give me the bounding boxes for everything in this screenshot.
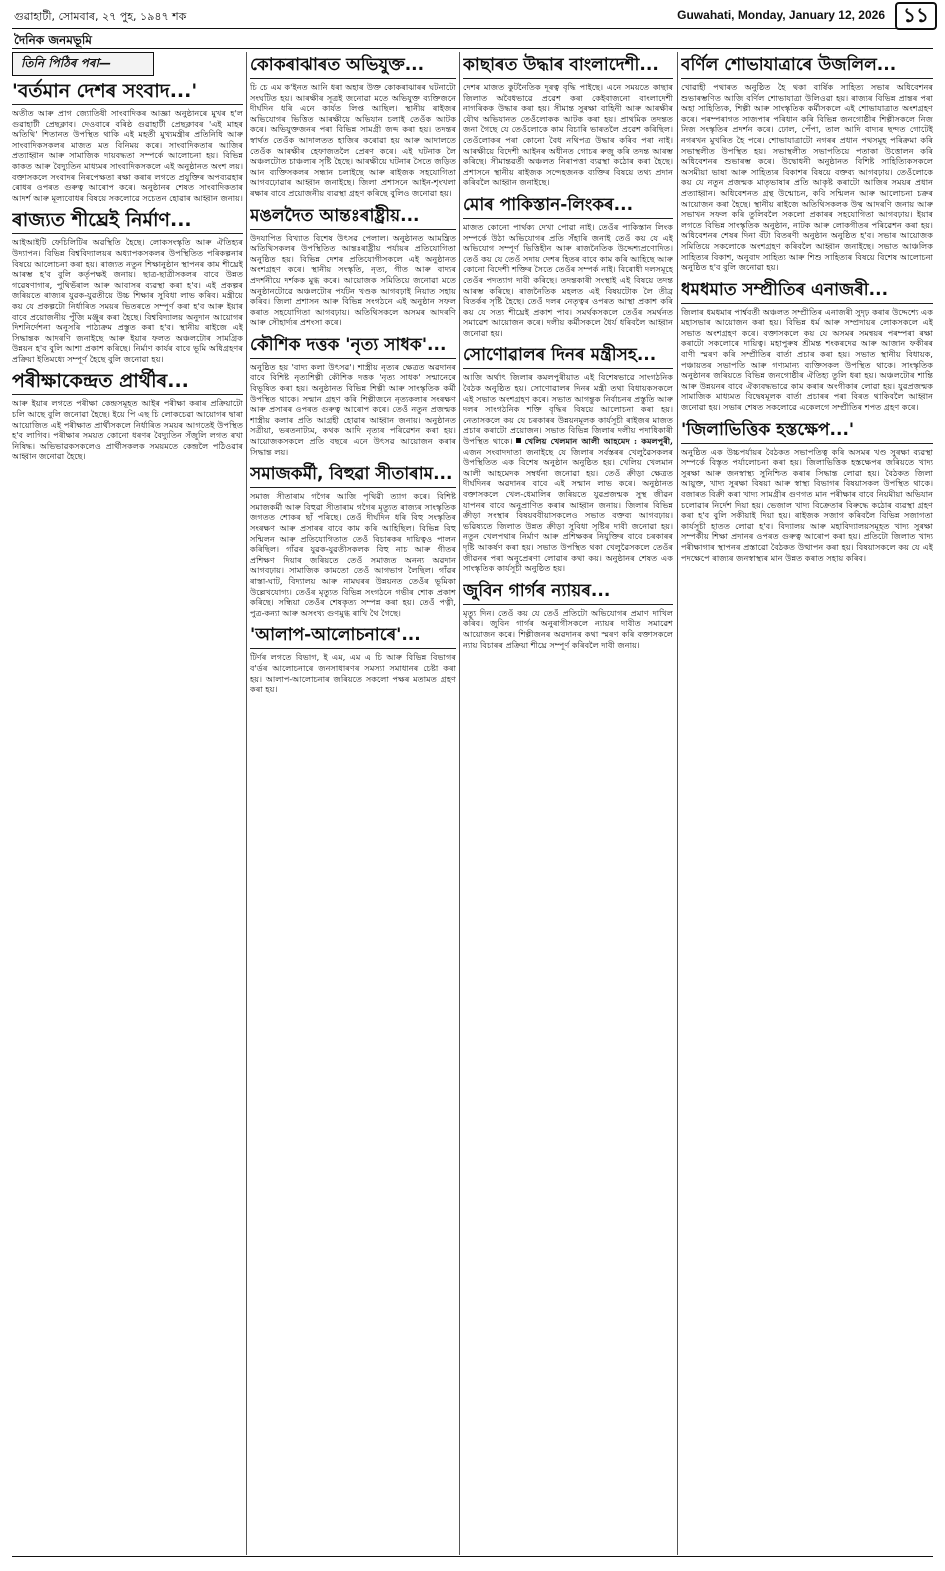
article-heading: কৌশিক দত্তক 'নৃত্য সাধক'... <box>250 334 456 359</box>
column-2 <box>250 52 456 1555</box>
article-pakistan <box>463 194 673 339</box>
column-divider <box>459 52 460 1555</box>
date-assamese: গুৱাহাটী, সোমবাৰ, ২৭ পুহ, ১৯৪৭ শক <box>14 10 187 23</box>
masthead-rule <box>12 28 933 29</box>
page-number: ১১ <box>895 2 937 30</box>
article-body: আইআইটি ফেচিলিটিৰ অৱস্থিতি হৈছে। লোকসংস্কৃতি আৰু ঐতিহ্যৰ উদ্যাপন। বিভিন্ন বিশ্ববিদ্যালয়ৰ অধ্যাপকসকলৰ উপস্থিতিত পৰিকল্পনাৰ বিষয়ে আলোচনা কৰা হয়। ৰাজ্যত নতুন শিক্ষানুষ্ঠান স্থাপনৰ কাম শীঘ্ৰেই আৰম্ভ হ'ব বুলি কৰ্তৃপক্ষই জনায়। ছাত্ৰ-ছাত্ৰীসকলৰ বাবে উন্নত গৱেষণাগাৰ, পুথিভঁৰাল আৰু আবাসৰ ব্যৱস্থা কৰা হ'ব। এই প্ৰকল্পৰ জৰিয়তে ৰাজ্যৰ যুৱক-যুৱতীয়ে উচ্চ শিক্ষাৰ সুবিধা লাভ কৰিব। মন্ত্ৰীয়ে কয় যে প্ৰকল্পটো নিৰ্ধাৰিত সময়ৰ ভিতৰতে সম্পূৰ্ণ কৰা হ'ব আৰু ইয়াৰ বাবে প্ৰয়োজনীয় পুঁজি মঞ্জুৰ কৰা হৈছে। বিশ্ববিদ্যালয় অনুদান আয়োগৰ দিশনিৰ্দেশনা অনুসৰি পাঠ্যক্ৰম প্ৰস্তুত কৰা হ'ব। স্থানীয় ৰাইজে এই সিদ্ধান্তক আদৰণি জনাইছে আৰু ইয়াৰ ফলত অঞ্চলটোৰ সামগ্ৰিক উন্নয়ন হ'ব বুলি আশা প্ৰকাশ কৰিছে। নিৰ্মাণ কাৰ্যৰ বাবে ভূমি অধিগ্ৰহণৰ প্ৰক্ৰিয়া ইতিমধ্যে সম্পূৰ্ণ হৈছে বুলি জনোৱা হয়। <box>12 237 243 364</box>
column-1 <box>12 52 243 1555</box>
article-koushik <box>250 334 456 457</box>
article-heading: ৰাজ্যত শীঘ্ৰেই নিৰ্মাণ... <box>12 209 243 234</box>
date-english: Guwahati, Monday, January 12, 2026 <box>677 8 885 22</box>
article-lead: খেলিয় খেলমান আলী আহমেদ : কমলপুৰী, <box>524 436 673 447</box>
article-body: মৃত্যু দিন। তেওঁ কয় যে তেওঁ প্ৰতিটো অভিযোগৰ প্ৰমাণ দাখিল কৰিব। জুবিন গাৰ্গৰ অনুৰাগীসকলে ন্যায়ৰ দাবীত সমাৱেশ আয়োজন কৰে। শিল্পীজনৰ অৱদানৰ কথা স্মৰণ কৰি বক্তাসকলে ন্যায় বিচাৰৰ প্ৰক্ৰিয়া শীঘ্ৰে সম্পূৰ্ণ কৰিবলৈ দাবী জনায়। <box>463 607 673 650</box>
article-body: জিলাৰ ধমধমাৰ পাৰ্শ্ববৰ্তী অঞ্চলত সম্প্ৰীতিৰ এনাজৰী সুদৃঢ় কৰাৰ উদ্দেশ্যে এক মহাসভাৰ আয়োজন কৰা হয়। বিভিন্ন ধৰ্ম আৰু সম্প্ৰদায়ৰ লোকসকলে এই সভাত অংশগ্ৰহণ কৰে। বক্তাসকলে কয় যে অসমৰ সমন্বয়ৰ পৰম্পৰা ৰক্ষা কৰাটো সকলোৰে দায়িত্ব। মহাপুৰুষ শ্ৰীমন্ত শংকৰদেৱ আৰু আজান ফকীৰৰ বাণী স্মৰণ কৰি সম্প্ৰীতিৰ বাৰ্তা প্ৰচাৰ কৰা হয়। সভাত স্থানীয় বিধায়ক, পঞ্চায়তৰ সভাপতি আৰু গণ্যমান্য ব্যক্তিসকল উপস্থিত থাকে। সাংস্কৃতিক অনুষ্ঠানৰ জৰিয়তে বিভিন্ন জনগোষ্ঠীৰ ঐতিহ্য তুলি ধৰা হয়। অঞ্চলটোৰ শান্তি আৰু উন্নয়নৰ বাবে ঐক্যবদ্ধভাৱে কাম কৰাৰ অংগীকাৰ লোৱা হয়। যুৱপ্ৰজন্মক সামাজিক মাধ্যমত বিদ্বেষমূলক বাৰ্তা প্ৰচাৰৰ পৰা বিৰত থাকিবলৈ আহ্বান জনোৱা হয়। সভাৰ শেষত সকলোৱে একেলগে সম্প্ৰীতিৰ শপত গ্ৰহণ কৰে। <box>681 306 933 413</box>
column-divider <box>677 52 678 1555</box>
article-heading: 'জিলাভিত্তিক হস্তক্ষেপ...' <box>681 419 933 444</box>
article-bartaman <box>12 80 243 203</box>
article-body: অনুষ্ঠিত হয় 'বাদ্য কলা উৎসৱ'। শাস্ত্ৰীয় নৃত্যৰ ক্ষেত্ৰত অৱদানৰ বাবে বিশিষ্ট নৃত্যশিল্পী কৌশিক দত্তক 'নৃত্য সাধক' সন্মানেৰে বিভূষিত কৰা হয়। অনুষ্ঠানত বিভিন্ন শিল্পী আৰু সাংস্কৃতিক কৰ্মী উপস্থিত থাকে। সন্মান গ্ৰহণ কৰি শিল্পীজনে নৃত্যকলাৰ সংৰক্ষণ আৰু প্ৰসাৰৰ ওপৰত গুৰুত্ব আৰোপ কৰে। তেওঁ নতুন প্ৰজন্মক শাস্ত্ৰীয় কলাৰ প্ৰতি আগ্ৰহী হোৱাৰ আহ্বান জনায়। অনুষ্ঠানত সত্ৰীয়া, ভৰতনাট্যম, কথক আদি নৃত্যৰ পৰিৱেশন কৰা হয়। আয়োজকসকলে প্ৰতি বছৰে এনে উৎসৱ আয়োজন কৰাৰ সিদ্ধান্ত লয়। <box>250 361 456 457</box>
article-body <box>463 372 673 573</box>
article-shobhajatra <box>681 54 933 273</box>
column-divider <box>246 52 247 1555</box>
article-kokrajhar <box>250 54 456 199</box>
article-zubeen <box>463 580 673 650</box>
article-body: অতীত আৰু প্ৰাগ জ্যোতিষী সাংবাদিকৰ আজ্ঞা অনুষ্ঠানৰে মুখৰ হ'ল গুৱাহাটী প্ৰেছক্লাব। দেওবাৰে বৰিষ্ঠ গুৱাহাটী প্ৰেছক্লাবৰ 'এই মাহৰ অতিথি' শিতানত উপস্থিত থাকি এই মহৰ্তী মুখ্যমন্ত্ৰীৰ প্ৰতিনিধি আৰু সাংবাদিকসকলৰ মাজত মত বিনিময় কৰে। সাংবাদিকতাৰ আজিৰ প্ৰত্যাহ্বান আৰু সামাজিক দায়বদ্ধতা সম্পৰ্কে আলোচনা হয়। বিভিন্ন কাকত আৰু বৈদ্যুতিন মাধ্যমৰ সাংবাদিকসকলে এই অনুষ্ঠানত অংশ লয়। বক্তাসকলে সংবাদৰ নিৰপেক্ষতা ৰক্ষা কৰাৰ লগতে প্ৰযুক্তিৰ অপব্যৱহাৰ ৰোধৰ ওপৰত গুৰুত্ব আৰোপ কৰে। অনুষ্ঠানৰ শেষত সাংবাদিকতাৰ আদৰ্শ আৰু মূল্যবোধৰ বিষয়ে সকলোৱে সচেতন হোৱাৰ আহ্বান জনায়। <box>12 108 243 203</box>
article-body-text: আজি অৰ্থাৎ জিলাৰ কমলপুৰীয়াত এই বিশেষভাৱে সাংগঠনিক বৈঠক অনুষ্ঠিত হয়। সোণোৱালৰ দিনৰ মন্ত্ৰী তথা বিধায়কসকলে এই সভাত অংশগ্ৰহণ কৰে। সভাত আগন্তুক নিৰ্বাচনৰ প্ৰস্তুতি আৰু দলৰ সাংগঠনিক শক্তি বৃদ্ধিৰ বিষয়ে আলোচনা কৰা হয়। নেতাসকলে কয় যে চৰকাৰৰ উন্নয়নমূলক কাৰ্যসূচী ৰাইজৰ মাজত প্ৰচাৰ কৰাটো প্ৰয়োজন। সভাত বিভিন্ন জিলাৰ দলীয় পদাধিকাৰী উপস্থিত থাকে। <box>463 372 673 447</box>
article-body: দেশৰ মাজত কুটনৈতিক দূৰত্ব বৃদ্ধি পাইছে। এনে সময়তে কাছাৰ জিলাত অবৈধভাৱে প্ৰৱেশ কৰা কেইবাজনো বাংলাদেশী নাগৰিকক উদ্ধাৰ কৰা হয়। সীমান্ত সুৰক্ষা বাহিনী আৰু আৰক্ষীৰ যৌথ অভিযানত তেওঁলোকক আটক কৰা হয়। প্ৰাথমিক তদন্তত জনা গৈছে যে তেওঁলোকে কাম বিচাৰি ভাৰতলৈ প্ৰৱেশ কৰিছিল। তেওঁলোকৰ পৰা কোনো বৈধ নথিপত্ৰ উদ্ধাৰ কৰিব পৰা নাই। আৰক্ষীয়ে বিদেশী আইনৰ অধীনত গোচৰ ৰুজু কৰি তদন্ত আৰম্ভ কৰিছে। সীমান্তৱৰ্তী অঞ্চলত নিৰাপত্তা ব্যৱস্থা কঠোৰ কৰা হৈছে। প্ৰশাসনে স্থানীয় ৰাইজক সন্দেহজনক ব্যক্তিৰ বিষয়ে তথ্য প্ৰদান কৰিবলৈ আহ্বান জনাইছে। <box>463 82 673 188</box>
column-4 <box>681 52 933 1555</box>
article-body: সমাজ সীতাৰাম গগৈৰ আজি পৃথিৱী ত্যাগ কৰে। বিশিষ্ট সমাজকৰ্মী আৰু বিহুৱা সীতাৰাম গগৈৰ মৃত্যুত ৰাজ্যৰ সাংস্কৃতিক জগতত শোকৰ ছাঁ পৰিছে। তেওঁ দীৰ্ঘদিন ধৰি বিহু সংস্কৃতিৰ সংৰক্ষণ আৰু প্ৰসাৰৰ বাবে কাম কৰি আহিছিল। বিভিন্ন বিহু সন্মিলন আৰু প্ৰতিযোগিতাত তেওঁ বিচাৰকৰ দায়িত্বও পালন কৰিছিল। গাঁৱৰ যুৱক-যুৱতীসকলক বিহু নাচ আৰু গীতৰ প্ৰশিক্ষণ দিয়াৰ জৰিয়তে তেওঁ সমাজত অনন্য অৱদান আগবঢ়ায়। সামাজিক কামতো তেওঁ আগভাগ লৈছিল। গাঁৱৰ ৰাস্তা-ঘাট, বিদ্যালয় আৰু নামঘৰৰ উন্নয়নত তেওঁৰ ভূমিকা উল্লেখযোগ্য। তেওঁৰ মৃত্যুত বিভিন্ন সংগঠনে গভীৰ শোক প্ৰকাশ কৰিছে। সন্ধিয়া তেওঁৰ শেষকৃত্য সম্পন্ন কৰা হয়। তেওঁ পত্নী, পুত্ৰ-কন্যা আৰু অসংখ্য গুণমুগ্ধ ৰাখি থৈ গৈছে। <box>250 491 456 618</box>
article-heading: কোকৰাঝাৰত অভিযুক্ত... <box>250 54 456 79</box>
article-heading: সোণোৱালৰ দিনৰ মন্ত্ৰীসহ... <box>463 344 673 369</box>
article-heading: বৰ্ণিল শোভাযাত্ৰাৰে উজলিল... <box>681 54 933 79</box>
article-body: আৰু ইয়াৰ লগতে পৰীক্ষা কেন্দ্ৰসমূহত আইৰ পৰীক্ষা কৰাৰ প্ৰক্ৰিয়াটো চলি আছে বুলি জনোৱা হৈছে। ইয়ে পি এছ চি লোকচেৱা আয়োগৰ দ্বাৰা আয়োজিত এই পৰীক্ষাত প্ৰাৰ্থীসকলে নিৰ্ধাৰিত সময়ৰ আগতেই উপস্থিত হ'ব লাগিব। পৰীক্ষাৰ সময়ত কোনো ধৰণৰ বৈদ্যুতিন সঁজুলি লগত ৰখা নিষিদ্ধ। অভিভাৱকসকলেও প্ৰাৰ্থীসকলক সময়মতে কেন্দ্ৰলৈ পঠিওৱাৰ আহ্বান জনোৱা হৈছে। <box>12 398 243 462</box>
article-heading: 'বৰ্তমান দেশৰ সংবাদ...' <box>12 80 243 105</box>
article-heading: 'আলাপ-আলোচনাৰে'... <box>250 624 456 649</box>
article-body: খোৱাহী পথাৰত অনুষ্ঠিত হৈ থকা বাৰ্ষিক সাহিত্য সভাৰ অধিবেশনৰ শুভাৰম্ভণিত আজি বৰ্ণিল শোভাযাত্ৰা উলিওৱা হয়। ৰাজ্যৰ বিভিন্ন প্ৰান্তৰ পৰা অহা সাহিত্যিক, শিল্পী আৰু সাংস্কৃতিক কৰ্মীসকলে এই শোভাযাত্ৰাত অংশগ্ৰহণ কৰে। পৰম্পৰাগত সাজপাৰ পৰিধান কৰি বিভিন্ন জনগোষ্ঠীৰ শিল্পীসকলে নিজ নিজ সংস্কৃতিৰ প্ৰদৰ্শন কৰে। ঢোল, পেঁপা, তাল আদি বাদ্যৰ ছন্দত গোটেই নগৰখন মুখৰিত হৈ পৰে। শোভাযাত্ৰাটো নগৰৰ প্ৰধান পথসমূহ পৰিক্ৰমা কৰি সভাস্থলীত উপস্থিত হয়। সভাস্থলীত সভাপতিয়ে পতাকা উত্তোলন কৰি অধিবেশনৰ শুভাৰম্ভ কৰে। উদ্বোধনী অনুষ্ঠানত বিশিষ্ট সাহিত্যিকসকলে অসমীয়া ভাষা আৰু সাহিত্যৰ বিকাশৰ বিষয়ে বক্তব্য আগবঢ়ায়। তেওঁলোকে কয় যে নতুন প্ৰজন্মক মাতৃভাষাৰ প্ৰতি আকৃষ্ট কৰাটো আজিৰ সময়ৰ প্ৰধান প্ৰত্যাহ্বান। অধিবেশনত গ্ৰন্থ উন্মোচন, কবি সন্মিলন আৰু আলোচনা চক্ৰৰ আয়োজন কৰা হৈছে। স্থানীয় ৰাইজে অতিথিসকলক উষ্ম আদৰণি জনায় আৰু সভাখন সফল কৰি তুলিবলৈ সকলো প্ৰকাৰৰ সহযোগিতা আগবঢ়ায়। ইয়াৰ লগতে বিভিন্ন সাংস্কৃতিক অনুষ্ঠান, নাটক আৰু লোকগীতৰ পৰিৱেশন কৰা হয়। অধিবেশনৰ শেষৰ দিনা বঁটা বিতৰণী অনুষ্ঠান অনুষ্ঠিত হ'ব। সভাৰ আয়োজক সমিতিয়ে সকলোকে অংশগ্ৰহণ কৰিবলৈ আহ্বান জনাইছে। সভাত আঞ্চলিক সাহিত্যৰ বিকাশ, অনুবাদ সাহিত্য আৰু শিশু সাহিত্যৰ বিষয়ে বিশেষ আলোচনা অনুষ্ঠিত হ'ব বুলি জনোৱা হয়। <box>681 82 933 273</box>
masthead <box>0 0 945 28</box>
bullet-square-icon <box>516 438 521 443</box>
article-body: টিৰ্ণৰ লগতে বিভাগ, ই এম, এম এ চি আৰু বিভিন্ন বিভাগৰ ব'ৰ্ডৰ আলোচনাৰে জনসাধাৰণৰ সমস্যা সমাধানৰ চেষ্টা কৰা হয়। আলাপ-আলোচনাৰ জৰিয়তে সকলো পক্ষৰ মতামত গ্ৰহণ কৰা হয়। <box>250 652 456 695</box>
newspaper-brand: দৈনিক জনমভূমি <box>14 33 92 47</box>
article-alap <box>250 624 456 694</box>
article-body: উদযাপিত বিখ্যাত বিশেষ উৎসৱ পেলাল। অনুষ্ঠানত আমন্ত্ৰিত অতিথিসকলৰ উপস্থিতিত আন্তঃৰাষ্ট্ৰীয় পৰ্যায়ৰ প্ৰতিযোগিতা অনুষ্ঠিত হয়। বিভিন্ন দেশৰ প্ৰতিযোগীসকলে এই অনুষ্ঠানত অংশগ্ৰহণ কৰে। স্থানীয় সংস্কৃতি, নৃত্য, গীত আৰু বাদ্যৰ প্ৰদৰ্শনীয়ে দৰ্শকক মুগ্ধ কৰে। আয়োজক সমিতিয়ে জনোৱা মতে অনুষ্ঠানটোৱে অঞ্চলটোৰ পৰ্যটন খণ্ডক আগবঢ়াই নিয়াত সহায় কৰিব। জিলা প্ৰশাসন আৰু বিভিন্ন সংগঠনে এই অনুষ্ঠান সফল কৰাত সহযোগিতা আগবঢ়ায়। অতিথিসকলে অসমৰ আদৰণি আৰু সৌহাৰ্দ্যৰ প্ৰশংসা কৰে। <box>250 232 456 328</box>
article-heading: মঙলদৈত আন্তঃৰাষ্ট্ৰীয়... <box>250 205 456 230</box>
article-heading: কাছাৰত উদ্ধাৰ বাংলাদেশী... <box>463 54 673 79</box>
article-jilabhittik <box>681 419 933 564</box>
article-body: মাজত কোনো পাৰ্থক্য দেখা পোৱা নাই। তেওঁৰ পাকিস্তান লিংক সম্পৰ্কে উঠা অভিযোগৰ প্ৰতি সঁহাৰি জনাই তেওঁ কয় যে এই অভিযোগ সম্পূৰ্ণ ভিত্তিহীন আৰু ৰাজনৈতিক উদ্দেশ্যপ্ৰণোদিত। তেওঁ কয় যে তেওঁ সদায় দেশৰ হিতৰ বাবে কাম কৰি আহিছে আৰু কোনো বিদেশী শক্তিৰ সৈতে তেওঁৰ সম্পৰ্ক নাই। বিৰোধী দলসমূহে তেওঁৰ পদত্যাগ দাবী কৰিছে। তদন্তকাৰী সংস্থাই এই বিষয়ে তদন্ত আৰম্ভ কৰিছে। ৰাজনৈতিক মহলত এই বিষয়টোক লৈ তীব্ৰ বিতৰ্কৰ সৃষ্টি হৈছে। তেওঁ দলৰ নেতৃত্বৰ ওপৰত আস্থা প্ৰকাশ কৰি কয় যে সত্য শীঘ্ৰেই প্ৰকাশ পাব। সমৰ্থকসকলে তেওঁৰ সমৰ্থনত সমাৱেশ আয়োজন কৰে। দলীয় কৰ্মীসকলে ধৈৰ্য ধৰিবলৈ আহ্বান জনোৱা হয়। <box>463 221 673 338</box>
article-body: অনুষ্ঠিত এক উচ্চপৰ্যায়ৰ বৈঠকত সভাপতিত্ব কৰি অসমৰ খণ্ড সুৰক্ষা ব্যৱস্থা সম্পৰ্কে বিস্তৃত পৰ্যালোচনা কৰা হয়। জিলাভিত্তিক হস্তক্ষেপৰ জৰিয়তে খাদ্য সুৰক্ষা আৰু জনস্বাস্থ্য সুনিশ্চিত কৰাৰ সিদ্ধান্ত লোৱা হয়। বৈঠকত জিলা আয়ুক্ত, খাদ্য সুৰক্ষা বিষয়া আৰু স্বাস্থ্য বিভাগৰ বিষয়াসকল উপস্থিত থাকে। বজাৰত বিক্ৰী কৰা খাদ্য সামগ্ৰীৰ গুণগত মান পৰীক্ষাৰ বাবে নিয়মীয়া অভিযান চলোৱাৰ নিৰ্দেশ দিয়া হয়। ভেজাল খাদ্য বিক্ৰেতাৰ বিৰুদ্ধে কঠোৰ ব্যৱস্থা গ্ৰহণ কৰা হ'ব বুলি সকীয়াই দিয়া হয়। ৰাইজক সজাগ কৰিবলৈ বিভিন্ন সজাগতা কাৰ্যসূচী হাতত লোৱা হ'ব। বিদ্যালয় আৰু মহাবিদ্যালয়সমূহত খাদ্য সুৰক্ষা সম্পৰ্কীয় শিক্ষা প্ৰদানৰ ওপৰত গুৰুত্ব আৰোপ কৰা হয়। প্ৰতিটো জিলাত খাদ্য পৰীক্ষাগাৰ স্থাপনৰ প্ৰস্তাৱো বৈঠকত উত্থাপন কৰা হয়। বিষয়াসকলে কয় যে এই পদক্ষেপে ৰাজ্যৰ জনস্বাস্থ্যৰ মান উন্নত কৰাত সহায় কৰিব। <box>681 446 933 563</box>
article-heading: মোৰ পাকিস্তান-লিংকৰ... <box>463 194 673 219</box>
article-mangaldoi <box>250 205 456 328</box>
article-rajyat <box>12 209 243 364</box>
article-cachar <box>463 54 673 188</box>
article-heading: সমাজকৰ্মী, বিহুৱা সীতাৰাম... <box>250 463 456 488</box>
article-samajkarmi <box>250 463 456 618</box>
continued-label: তিনি পিঠিৰ পৰা— <box>21 56 111 70</box>
brand-rule <box>12 48 933 49</box>
article-dhamdhama <box>681 279 933 413</box>
article-body: চি চে এম ক'ইনত আনি ধৰা অহাৰ উক্ত কোকৰাঝাৰৰ ঘটনাটো সংঘটিত হয়। আৰক্ষীৰ সূত্ৰই জনোৱা মতে অভিযুক্ত ব্যক্তিজনে দীৰ্ঘদিন ধৰি এনে কাৰ্যত লিপ্ত আছিল। স্থানীয় ৰাইজৰ অভিযোগৰ ভিত্তিত আৰক্ষীয়ে অভিযান চলাই তেওঁক আটক কৰে। অভিযুক্তজনৰ পৰা বিভিন্ন সামগ্ৰী জব্দ কৰা হয়। তদন্তৰ স্বাৰ্থত তেওঁক আদালতত হাজিৰ কৰোৱা হয় আৰু আদালতে তেওঁক আৰক্ষীৰ হেফাজতলৈ প্ৰেৰণ কৰে। এই ঘটনাক লৈ অঞ্চলটোত চাঞ্চল্যৰ সৃষ্টি হৈছে। আৰক্ষীয়ে ঘটনাৰ সৈতে জড়িত আন ব্যক্তিসকলৰ সন্ধান চলাইছে আৰু ৰাইজক সহযোগিতা আগবঢ়োৱাৰ আহ্বান জনাইছে। জিলা প্ৰশাসনে আইন-শৃংখলা ৰক্ষাৰ বাবে প্ৰয়োজনীয় ব্যৱস্থা গ্ৰহণ কৰিছে বুলিও জনোৱা হয়। <box>250 82 456 198</box>
article-sonowal <box>463 344 673 573</box>
article-heading: পৰীক্ষাকেন্দ্ৰত প্ৰাৰ্থীৰ... <box>12 370 243 395</box>
article-porikhya <box>12 370 243 462</box>
footer-rule <box>12 1556 933 1557</box>
continued-from-box <box>12 52 154 76</box>
column-3 <box>463 52 673 1555</box>
article-heading: ধমধমাত সম্প্ৰীতিৰ এনাজৰী... <box>681 279 933 304</box>
article-heading: জুবিন গাৰ্গৰ ন্যায়ৰ... <box>463 580 673 605</box>
article-body-text: এজন সংবাদদাতা জনাইছে যে জিলাৰ সৰ্বস্তৰৰ খেলুৱৈসকলৰ উপস্থিতিত এক বিশেষ অনুষ্ঠান অনুষ্ঠিত হয়। খেলিয় খেলমান আলী আহমেদক সম্বৰ্ধনা জনোৱা হয়। তেওঁ ক্ৰীড়া ক্ষেত্ৰত দীৰ্ঘদিনৰ অৱদানৰ বাবে এই সন্মান লাভ কৰে। অনুষ্ঠানত বক্তাসকলে খেল-ধেমালিৰ জৰিয়তে যুৱপ্ৰজন্মক সুস্থ জীৱন যাপনৰ বাবে অনুপ্ৰাণিত কৰাৰ আহ্বান জনায়। জিলাৰ বিভিন্ন ক্ৰীড়া সংস্থাৰ বিষয়ববীয়াসকলেও সভাত বক্তব্য আগবঢ়ায়। ভৱিষ্যতে জিলাত উন্নত ক্ৰীড়া সুবিধা সৃষ্টিৰ দাবী জনোৱা হয়। নতুন খেলপথাৰ নিৰ্মাণ আৰু প্ৰশিক্ষকৰ নিযুক্তিৰ বাবে চৰকাৰৰ দৃষ্টি আকৰ্ষণ কৰা হয়। সভাত উপস্থিত থকা খেলুৱৈসকলে তেওঁৰ জীৱনৰ পৰা অনুপ্ৰেৰণা লোৱাৰ কথা কয়। অনুষ্ঠানৰ শেষত এক সাংস্কৃতিক কাৰ্যসূচী অনুষ্ঠিত হয়। <box>463 446 673 574</box>
